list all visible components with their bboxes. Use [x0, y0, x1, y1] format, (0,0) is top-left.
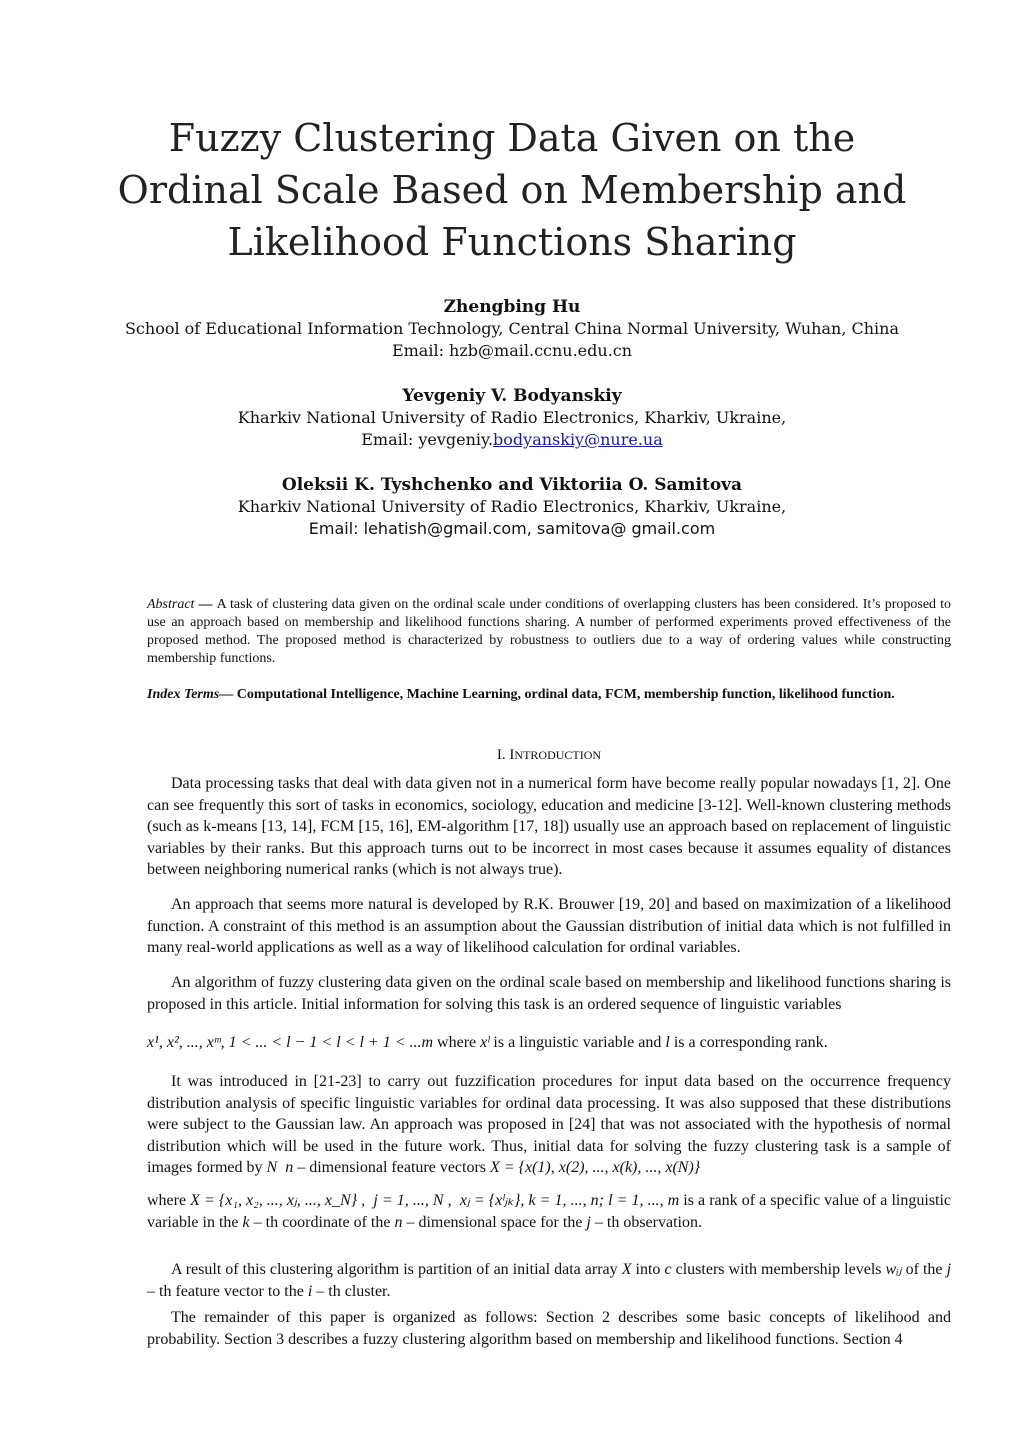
- math-sequence: x¹, x², ..., xᵐ, 1 < ... < l − 1 < l < l + 1 < ...m: [147, 1034, 434, 1051]
- author-affiliation: School of Educational Information Technology, Central China Normal University, Wuhan, China: [124, 319, 900, 338]
- author-email: Email: lehatish@gmail.com, samitova@ gmail.com: [308, 519, 716, 538]
- section-number: I. I: [496, 747, 515, 763]
- index-terms-dash: —: [219, 687, 237, 702]
- author-email: Email: hzb@mail.ccnu.edu.cn: [391, 341, 633, 360]
- text: – th cluster.: [312, 1282, 391, 1300]
- title-line-2: Ordinal Scale Based on Membership and: [117, 168, 907, 212]
- author-name: Oleksii K. Tyshchenko and Viktoriia O. Samitova: [281, 475, 743, 495]
- paragraph-4: [147, 1071, 951, 1179]
- paragraph-3-text: An algorithm of fuzzy clustering data given on the ordinal scale based on membership and likelihood functions sharing is proposed in this article. Initial information for solving this task is an ordered sequence of linguistic variables: [147, 974, 951, 1013]
- email-prefix: Email: yevgeniy.: [361, 430, 494, 449]
- paragraph-1: Data processing tasks that deal with data given not in a numerical form have become really popular nowadays [1, 2]. One can see frequently this sort of tasks in economics, sociology, education and medicine [3-12]. Well-known clustering methods (such as k-means [13, 14], FCM [15, 16], EM-algorithm [17, 18]) usually use an approach based on replacement of linguistic variables by their ranks. But this approach turns out to be incorrect in most cases because it assumes equality of distances between neighboring numerical ranks (which is not always true).: [147, 775, 951, 878]
- abstract: [147, 596, 951, 668]
- section-title: NTRODUCTION: [514, 748, 602, 762]
- paragraph-5: [147, 1259, 951, 1302]
- text: – dimensional feature vectors: [293, 1159, 491, 1176]
- abstract-dash: —: [194, 597, 217, 612]
- math-N: N: [266, 1159, 278, 1176]
- title-line-3: Likelihood Functions Sharing: [227, 220, 797, 264]
- text: – th feature vector to the: [147, 1282, 308, 1300]
- index-terms: [147, 685, 951, 705]
- paragraph-4-cont: [147, 1190, 951, 1233]
- text: It was introduced in [21-23] to carry out fuzzification procedures for input data based on the occurrence frequency distribution analysis of specific linguistic variables for ordinal data processing. It was also supposed that these distributions were subject to the Gaussian law. An approach was proposed in [24] that was not associated with the hypothesis of normal distribution which will be used in the future work. Thus, initial data for solving the fuzzy clustering task is a sample of images formed by: [147, 1073, 951, 1176]
- email-link[interactable]: bodyanskiy@nure.ua: [493, 430, 663, 449]
- math-n: n: [285, 1159, 294, 1176]
- math-c: c: [664, 1261, 672, 1278]
- text: into: [631, 1261, 665, 1278]
- math-j: j: [946, 1261, 952, 1278]
- text: clusters with membership levels: [671, 1261, 886, 1278]
- text: is a rank of a specific value of a linguistic variable in the: [147, 1192, 952, 1231]
- author-block-2: [100, 385, 924, 451]
- section-heading: [147, 745, 951, 765]
- author-name: Zhengbing Hu: [443, 297, 581, 317]
- paragraph-3-formula-line: [147, 1032, 951, 1054]
- text: A result of this clustering algorithm is partition of an initial data array: [171, 1261, 622, 1278]
- math-X-set: X = {x₁, x₂, ..., xⱼ, ..., x_N} ,: [190, 1192, 366, 1209]
- title-line-1: Fuzzy Clustering Data Given on the: [168, 116, 856, 160]
- math-n: n: [394, 1213, 403, 1231]
- paragraph-6: The remainder of this paper is organized as follows: Section 2 describes some basic concepts of likelihood and probability. Section 3 describes a fuzzy clustering algorithm based on membership and likelihood functions. Section 4: [147, 1309, 951, 1348]
- math-X: X: [621, 1261, 632, 1278]
- text: – th coordinate of the: [249, 1213, 395, 1231]
- math-xl: xˡ: [480, 1034, 490, 1051]
- text: – dimensional space for the: [402, 1213, 587, 1231]
- text: is a corresponding rank.: [669, 1034, 828, 1051]
- text: of the: [901, 1261, 947, 1278]
- paragraph-2: An approach that seems more natural is developed by R.K. Brouwer [19, 20] and based on maximization of a likelihood function. A constraint of this method is an assumption about the Gaussian distribution of initial data which is not fulfilled in many real-world applications as well as a way of likelihood calculation for ordinal variables.: [147, 896, 951, 956]
- text: where: [147, 1192, 191, 1209]
- paragraph-3: [147, 972, 951, 1015]
- math-xj-def: xⱼ = {xˡⱼₖ}, k = 1, ..., n; l = 1, ..., m: [459, 1192, 680, 1209]
- math-X-def: X = {x(1), x(2), ..., x(k), ..., x(N)}: [490, 1159, 701, 1176]
- author-block-1: [100, 296, 924, 362]
- author-name: Yevgeniy V. Bodyanskiy: [402, 386, 622, 406]
- author-affiliation: Kharkiv National University of Radio Electronics, Kharkiv, Ukraine,: [237, 497, 787, 516]
- math-i: i: [307, 1282, 313, 1300]
- math-j-range: j = 1, ..., N ,: [373, 1192, 452, 1209]
- author-email: [100, 429, 924, 451]
- author-block-3: [100, 474, 924, 540]
- math-l: l: [665, 1034, 670, 1051]
- math-k: k: [242, 1213, 250, 1231]
- text: where: [433, 1034, 481, 1051]
- math-j: j: [586, 1213, 591, 1231]
- text: is a linguistic variable and: [489, 1034, 666, 1051]
- index-terms-label: Index Terms: [147, 687, 220, 702]
- paper-title: [100, 112, 924, 268]
- math-wij: wᵢⱼ: [885, 1261, 902, 1278]
- text: – th observation.: [590, 1213, 702, 1231]
- index-terms-text: Computational Intelligence, Machine Learning, ordinal data, FCM, membership function, likelihood function.: [236, 687, 895, 702]
- abstract-label: Abstract: [147, 597, 195, 612]
- abstract-text: A task of clustering data given on the ordinal scale under conditions of overlapping clusters has been considered. It’s proposed to use an approach based on membership and likelihood functions sharing. A number of performed experiments proved effectiveness of the proposed method. The proposed method is characterized by robustness to outliers due to a way of ordering values while constructing membership functions.: [147, 597, 952, 666]
- author-affiliation: Kharkiv National University of Radio Electronics, Kharkiv, Ukraine,: [237, 408, 787, 427]
